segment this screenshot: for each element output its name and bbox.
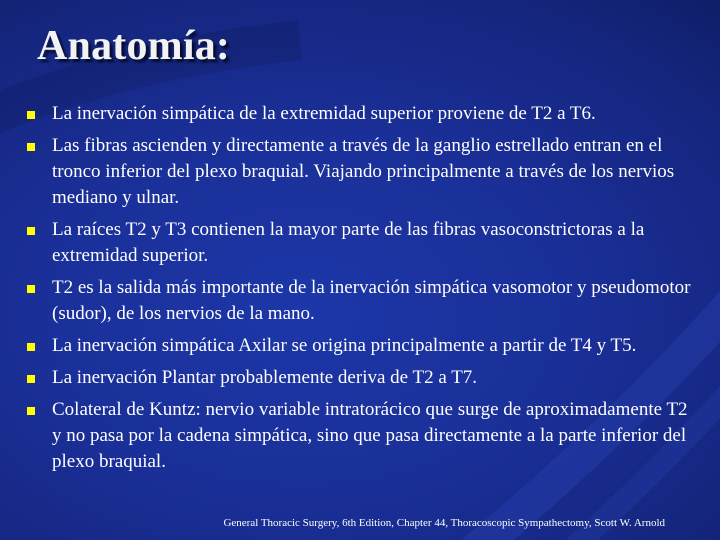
bullet-text: La inervación Plantar probablemente deriva de T2 a T7. xyxy=(52,367,478,388)
list-item xyxy=(27,133,695,211)
list-item xyxy=(27,217,695,269)
square-bullet-icon xyxy=(27,285,35,293)
bullet-text: La raíces T2 y T3 contienen la mayor parte de las fibras vasoconstrictoras a la extremidad superior. xyxy=(52,219,645,266)
slide-title: Anatomía: xyxy=(37,23,231,69)
list-item xyxy=(27,101,695,127)
square-bullet-icon xyxy=(27,407,35,415)
square-bullet-icon xyxy=(27,375,35,383)
square-bullet-icon xyxy=(27,143,35,151)
source-citation: General Thoracic Surgery, 6th Edition, Chapter 44, Thoracoscopic Sympathectomy, Scott W. Arnold xyxy=(223,517,665,529)
list-item xyxy=(27,365,695,391)
bullet-text: Colateral de Kuntz: nervio variable intratorácico que surge de aproximadamente T2 y no pasa por la cadena simpática, sino que pasa directamente a la parte inferior del plexo braquial. xyxy=(52,399,688,472)
list-item xyxy=(27,333,695,359)
bullet-text: Las fibras ascienden y directamente a través de la ganglio estrellado entran en el tronco inferior del plexo braquial. Viajando principalmente a través de los nervios mediano y ulnar. xyxy=(52,135,675,208)
bullet-list xyxy=(27,101,695,481)
bullet-text: La inervación simpática de la extremidad superior proviene de T2 a T6. xyxy=(52,103,596,124)
list-item xyxy=(27,275,695,327)
square-bullet-icon xyxy=(27,227,35,235)
square-bullet-icon xyxy=(27,343,35,351)
bullet-text: La inervación simpática Axilar se origina principalmente a partir de T4 y T5. xyxy=(52,335,637,356)
bullet-text: T2 es la salida más importante de la inervación simpática vasomotor y pseudomotor (sudor), de los nervios de la mano. xyxy=(52,277,691,324)
list-item xyxy=(27,397,695,475)
square-bullet-icon xyxy=(27,111,35,119)
